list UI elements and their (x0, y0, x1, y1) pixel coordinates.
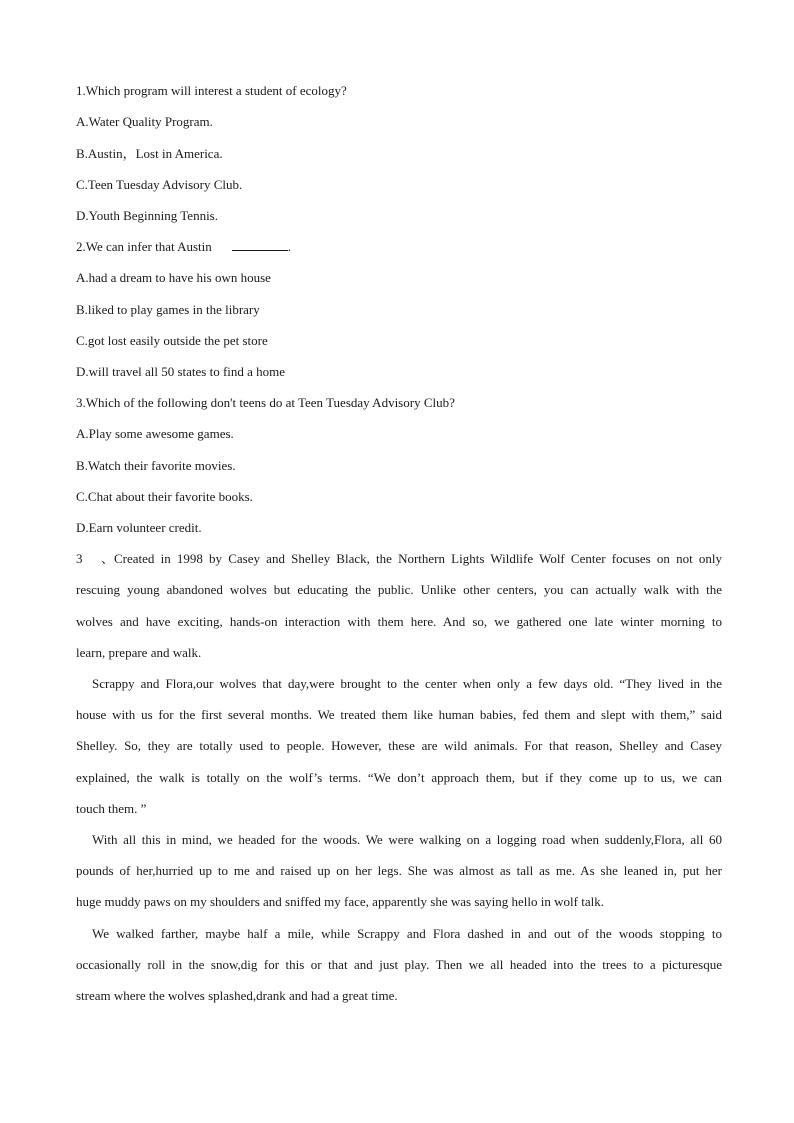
passage-line: pounds of her,hurried up to me and raised up on her legs. She was almost as tall as me. As she leaned in, put her (76, 863, 722, 878)
passage-line: huge muddy paws on my shoulders and sniffed my face, apparently she was saying hello in wolf talk. (76, 894, 604, 909)
question-2-stem-line (76, 239, 291, 255)
passage-line: learn, prepare and walk. (76, 645, 202, 660)
question-1-option-d: D.Youth Beginning Tennis. (76, 208, 218, 223)
question-2-stem-end: . (287, 239, 292, 254)
question-2-stem: 2.We can infer that Austin (76, 239, 212, 254)
question-3-option-a: A.Play some awesome games. (76, 426, 234, 441)
passage-line (76, 551, 722, 567)
question-3-stem: 3.Which of the following don't teens do at Teen Tuesday Advisory Club? (76, 395, 455, 410)
passage-line: wolves and have exciting, hands-on interaction with them here. And so, we gathered one late winter morning to (76, 614, 722, 629)
question-2-option-a: A.had a dream to have his own house (76, 270, 271, 285)
question-3-option-b: B.Watch their favorite movies. (76, 458, 236, 473)
question-1-option-a: A.Water Quality Program. (76, 114, 213, 129)
question-2-option-b: B.liked to play games in the library (76, 302, 260, 317)
passage-number: 3、 (76, 551, 114, 566)
passage-line: We walked farther, maybe half a mile, while Scrappy and Flora dashed in and out of the woods stopping to (92, 926, 722, 941)
passage-line: touch them. ” (76, 801, 147, 816)
question-3-option-c: C.Chat about their favorite books. (76, 489, 253, 504)
passage-line: occasionally roll in the snow,dig for this or that and just play. Then we all headed into the trees to a picturesque (76, 957, 722, 972)
question-2-option-d: D.will travel all 50 states to find a home (76, 364, 286, 379)
answer-blank (232, 239, 288, 251)
passage-line: stream where the wolves splashed,drank and had a great time. (76, 988, 398, 1003)
passage-line: Scrappy and Flora,our wolves that day,were brought to the center when only a few days old. “They lived in the (92, 676, 722, 691)
passage-line: With all this in mind, we headed for the woods. We were walking on a logging road when suddenly,Flora, all 60 (92, 832, 722, 847)
passage-line: Shelley. So, they are totally used to people. However, these are wild animals. For that reason, Shelley and Casey (76, 738, 722, 753)
question-1-stem: 1.Which program will interest a student of ecology? (76, 83, 347, 98)
question-1-option-b: B.Austin，Lost in America. (76, 146, 223, 161)
passage-text: Created in 1998 by Casey and Shelley Black, the Northern Lights Wildlife Wolf Center focuses on not only (114, 551, 722, 566)
passage-line: house with us for the first several months. We treated them like human babies, fed them and slept with them,” said (76, 707, 722, 722)
question-1-option-c: C.Teen Tuesday Advisory Club. (76, 177, 243, 192)
passage-line: explained, the walk is totally on the wolf’s terms. “We don’t approach them, but if they come up to us, we can (76, 770, 722, 785)
question-3-option-d: D.Earn volunteer credit. (76, 520, 202, 535)
passage-line: rescuing young abandoned wolves but educating the public. Unlike other centers, you can actually walk with the (76, 582, 722, 597)
question-2-option-c: C.got lost easily outside the pet store (76, 333, 268, 348)
